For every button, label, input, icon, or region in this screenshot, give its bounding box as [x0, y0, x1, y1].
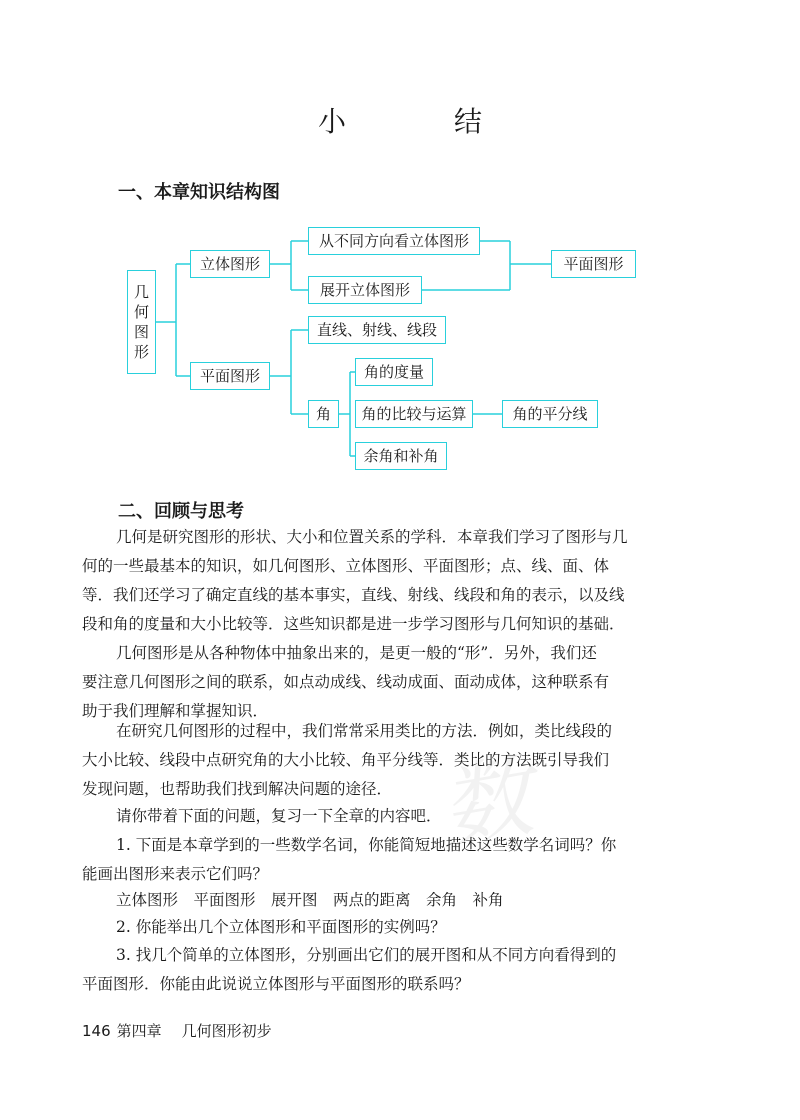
question-3: 3. 找几个简单的立体图形，分别画出它们的展开图和从不同方向看得到的 平面图形．你能由此说说立体图形与平面图形的联系吗？: [82, 946, 617, 993]
diagram-node-angle-measure: 角的度量: [355, 358, 433, 386]
watermark: 数: [433, 743, 540, 863]
section-heading-review: 二、回顾与思考: [118, 501, 244, 522]
diagram-node-view-from-directions: 从不同方向看立体图形: [308, 227, 480, 255]
page-number: 146: [82, 1022, 111, 1040]
chapter-title: 几何图形初步: [181, 1022, 272, 1040]
paragraph-4: 请你带着下面的问题，复习一下全章的内容吧．: [116, 807, 442, 825]
diagram-node-plane-result: 平面图形: [551, 250, 636, 278]
paragraph-2: 几何图形是从各种物体中抽象出来的，是更一般的“形”．另外，我们还 要注意几何图形之间的联系，如点动成线、线动成面、面动成体，这种联系有 助于我们理解和掌握知识．: [82, 644, 610, 720]
page-title: 小 结: [317, 105, 522, 138]
diagram-node-complement-supplement: 余角和补角: [355, 442, 447, 470]
diagram-node-angle-compare: 角的比较与运算: [355, 400, 473, 428]
diagram-node-angle-bisector: 角的平分线: [502, 400, 598, 428]
question-1: 1. 下面是本章学到的一些数学名词，你能简短地描述这些数学名词吗？你 能画出图形来表示它们吗？: [82, 836, 617, 883]
diagram-node-lines-rays-segments: 直线、射线、线段: [308, 316, 446, 344]
paragraph-3: 在研究几何图形的过程中，我们常常采用类比的方法．例如，类比线段的 大小比较、线段中点研究角的大小比较、角平分线等．类比的方法既引导我们 发现问题，也帮助我们找到解决问题的途径．: [82, 722, 613, 798]
chapter-label: 第四章: [116, 1022, 162, 1040]
diagram-node-unfold-solid: 展开立体图形: [308, 276, 422, 304]
page-footer: [82, 1020, 272, 1041]
diagram-node-plane-figures: 平面图形: [190, 362, 270, 390]
diagram-node-angle: 角: [308, 400, 339, 428]
term-list: 立体图形 平面图形 展开图 两点的距离 余角 补角: [116, 891, 504, 909]
paragraph-1: 几何是研究图形的形状、大小和位置关系的学科．本章我们学习了图形与几 何的一些最基本的知识，如几何图形、立体图形、平面图形；点、线、面、体 等．我们还学习了确定直线的基本事实，直线、射线、线段和角的表示，以及线 段和角的度量和大小比较等．这些知识都是进一步学习图形与几何知识的基础．: [82, 528, 628, 633]
section-heading-structure: 一、本章知识结构图: [118, 182, 280, 203]
diagram-root-geometric-figures: 几 何 图 形: [127, 270, 156, 374]
question-2: 2. 你能举出几个立体图形和平面图形的实例吗？: [116, 918, 446, 936]
diagram-node-solid-figures: 立体图形: [190, 250, 270, 278]
